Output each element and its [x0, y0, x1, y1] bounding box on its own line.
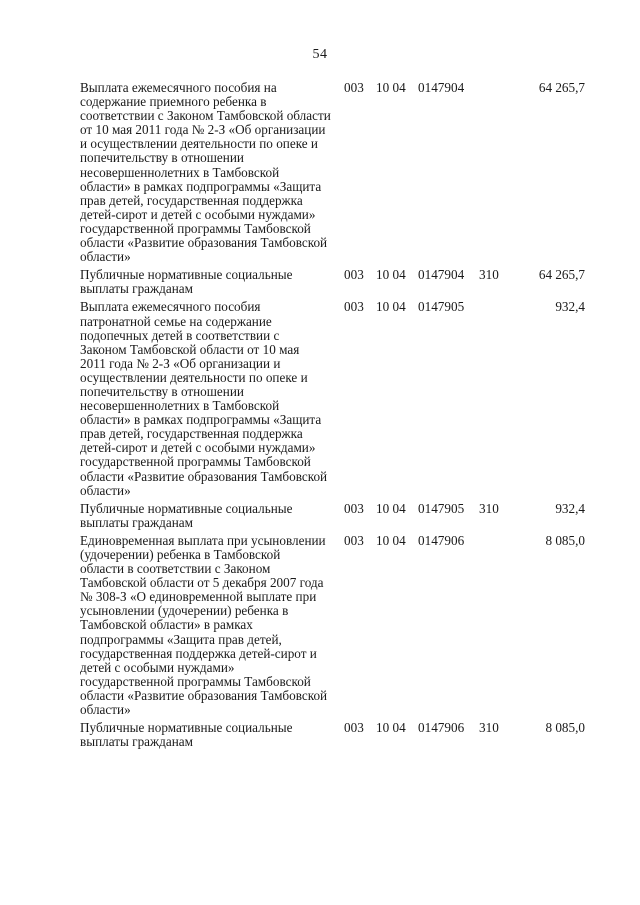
amount: 932,4 [555, 299, 585, 315]
target-code: 0147904 [418, 267, 465, 283]
table-row [80, 81, 590, 264]
table-row [80, 268, 590, 296]
budget-table [80, 81, 590, 753]
ministry-code: 003 [344, 299, 364, 315]
amount: 64 265,7 [538, 267, 585, 283]
row-description: Выплата ежемесячного пособия на содержание приемного ребенка в соответствии с Законом Тамбовской области от 10 мая 2011 года № 2-З «Об организации и осуществлении деятельности по опеке и попечительству в отношении несовершеннолетних в Тамбовской области» в рамках подпрограммы «Защита прав детей, государственная поддержка детей-сирот и детей с особыми нуждами» государственной программы Тамбовской области «Развитие образования Тамбовской области» [80, 80, 331, 265]
expense-type-code: 310 [479, 267, 499, 283]
target-code: 0147905 [418, 500, 465, 516]
target-code: 0147906 [418, 532, 465, 548]
row-description: Публичные нормативные социальные выплаты гражданам [80, 500, 293, 530]
row-description: Публичные нормативные социальные выплаты гражданам [80, 720, 293, 750]
amount: 8 085,0 [545, 720, 585, 736]
row-description: Публичные нормативные социальные выплаты гражданам [80, 267, 293, 297]
table-row [80, 300, 590, 497]
section-code: 10 04 [376, 267, 406, 283]
section-code: 10 04 [376, 532, 406, 548]
ministry-code: 003 [344, 267, 364, 283]
row-description: Единовременная выплата при усыновлении (удочерении) ребенка в Тамбовской области в соответствии с Законом Тамбовской области от 5 декабря 2007 года № 308-З «О единовременной выплате при усыновлении (удочерении) ребенка в Тамбовской области» в рамках подпрограммы «Защита прав детей, государственная поддержка детей-сирот и детей с особыми нуждами» государственной программы Тамбовской области «Развитие образования Тамбовской области» [80, 532, 328, 718]
expense-type-code: 310 [479, 720, 499, 736]
section-code: 10 04 [376, 500, 406, 516]
ministry-code: 003 [344, 80, 364, 95]
ministry-code: 003 [344, 532, 364, 548]
ministry-code: 003 [344, 500, 364, 516]
section-code: 10 04 [376, 299, 406, 315]
amount: 8 085,0 [545, 532, 585, 548]
target-code: 0147904 [418, 80, 465, 95]
target-code: 0147906 [418, 720, 465, 736]
target-code: 0147905 [418, 299, 465, 315]
amount: 64 265,7 [538, 80, 585, 95]
amount: 932,4 [555, 500, 585, 516]
table-row [80, 721, 590, 749]
row-description: Выплата ежемесячного пособия патронатной семье на содержание подопечных детей в соответствии с Законом Тамбовской области от 10 мая 2011 года № 2-З «Об организации и осуществлении деятельности по опеке и попечительству в отношении несовершеннолетних в Тамбовской области» в рамках подпрограммы «Защита прав детей, государственная поддержка детей-сирот и детей с особыми нуждами» государственной программы Тамбовской области «Развитие образования Тамбовской области» [80, 299, 328, 498]
ministry-code: 003 [344, 720, 364, 736]
table-row [80, 534, 590, 717]
page-number: 54 [312, 47, 328, 62]
section-code: 10 04 [376, 80, 406, 95]
section-code: 10 04 [376, 720, 406, 736]
expense-type-code: 310 [479, 500, 499, 516]
table-row [80, 502, 590, 530]
